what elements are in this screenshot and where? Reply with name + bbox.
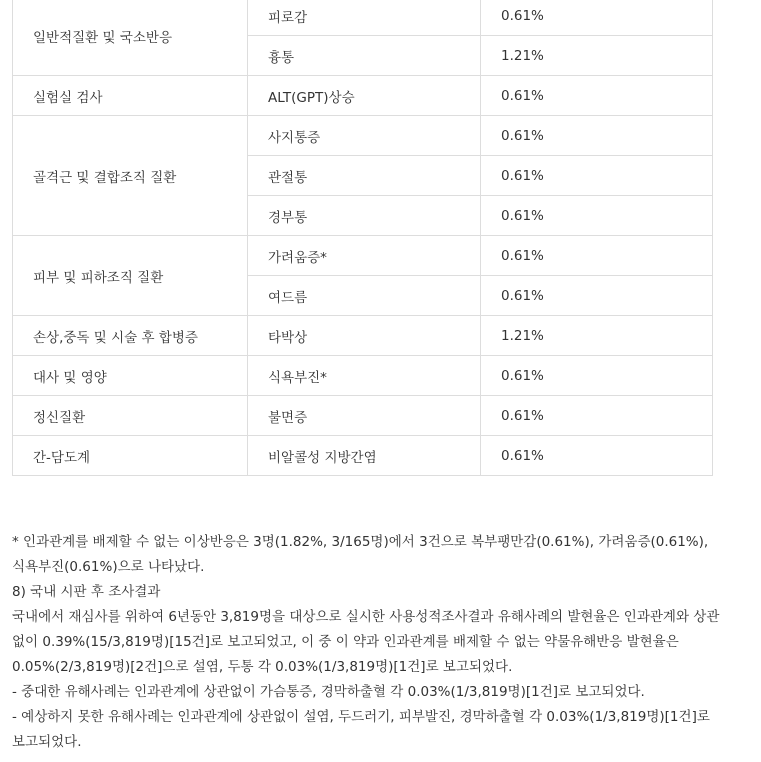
table-row [13, 76, 713, 116]
table-row [13, 236, 713, 276]
reaction-cell: 피로감 [248, 0, 481, 36]
adverse-reaction-table [12, 0, 713, 476]
rate-cell: 0.61% [481, 76, 713, 116]
reaction-cell: 비알콜성 지방간염 [248, 436, 481, 476]
reaction-cell: 타박상 [248, 316, 481, 356]
rate-cell: 0.61% [481, 236, 713, 276]
rate-cell: 1.21% [481, 36, 713, 76]
category-cell: 정신질환 [13, 396, 248, 436]
unexpected-events-bullet: - 예상하지 못한 유해사례는 인과관계에 상관없이 설염, 두드러기, 피부발진, 경막하출혈 각 0.03%(1/3,819명)[1건]로 보고되었다. [12, 709, 710, 750]
rate-cell: 0.61% [481, 396, 713, 436]
rate-cell: 0.61% [481, 116, 713, 156]
reaction-cell: 가려움증* [248, 236, 481, 276]
rate-cell: 0.61% [481, 276, 713, 316]
reaction-cell: 흉통 [248, 36, 481, 76]
rate-cell: 0.61% [481, 196, 713, 236]
footnote: * 인과관계를 배제할 수 없는 이상반응은 3명(1.82%, 3/165명)에서 3건으로 복부팽만감(0.61%), 가려움증(0.61%), 식욕부진(0.61%)으로 나타났다. [12, 534, 709, 575]
category-cell: 손상,중독 및 시술 후 합병증 [13, 316, 248, 356]
rate-cell: 0.61% [481, 356, 713, 396]
reaction-cell: 관절통 [248, 156, 481, 196]
notes-section [12, 530, 722, 755]
reaction-cell: 불면증 [248, 396, 481, 436]
table-row [13, 436, 713, 476]
rate-cell: 0.61% [481, 0, 713, 36]
rate-cell: 0.61% [481, 436, 713, 476]
category-cell: 일반적질환 및 국소반응 [13, 0, 248, 76]
table-body [13, 0, 713, 476]
table-row [13, 116, 713, 156]
table-row [13, 0, 713, 36]
serious-events-bullet: - 중대한 유해사례는 인과관계에 상관없이 가슴통증, 경막하출혈 각 0.03%(1/3,819명)[1건]로 보고되었다. [12, 684, 645, 700]
category-cell: 대사 및 영양 [13, 356, 248, 396]
rate-cell: 0.61% [481, 156, 713, 196]
category-cell: 간-담도계 [13, 436, 248, 476]
reaction-cell: 사지통증 [248, 116, 481, 156]
table-row [13, 316, 713, 356]
table-row [13, 356, 713, 396]
reaction-cell: ALT(GPT)상승 [248, 76, 481, 116]
section-title: 8) 국내 시판 후 조사결과 [12, 584, 161, 600]
reaction-cell: 여드름 [248, 276, 481, 316]
survey-paragraph: 국내에서 재심사를 위하여 6년동안 3,819명을 대상으로 실시한 사용성적조사결과 유해사례의 발현율은 인과관계와 상관없이 0.39%(15/3,819명)[15건]로 보고되었고, 이 중 이 약과 인과관계를 배제할 수 없는 약물유해반응 발현율은 0.05%(2/3,819명)[2건]으로 설염, 두통 각 0.03%(1/3,819명)[1건]로 보고되었다. [12, 609, 720, 675]
reaction-cell: 식욕부진* [248, 356, 481, 396]
category-cell: 골격근 및 결합조직 질환 [13, 116, 248, 236]
table-row [13, 396, 713, 436]
category-cell: 실험실 검사 [13, 76, 248, 116]
category-cell: 피부 및 피하조직 질환 [13, 236, 248, 316]
rate-cell: 1.21% [481, 316, 713, 356]
reaction-cell: 경부통 [248, 196, 481, 236]
